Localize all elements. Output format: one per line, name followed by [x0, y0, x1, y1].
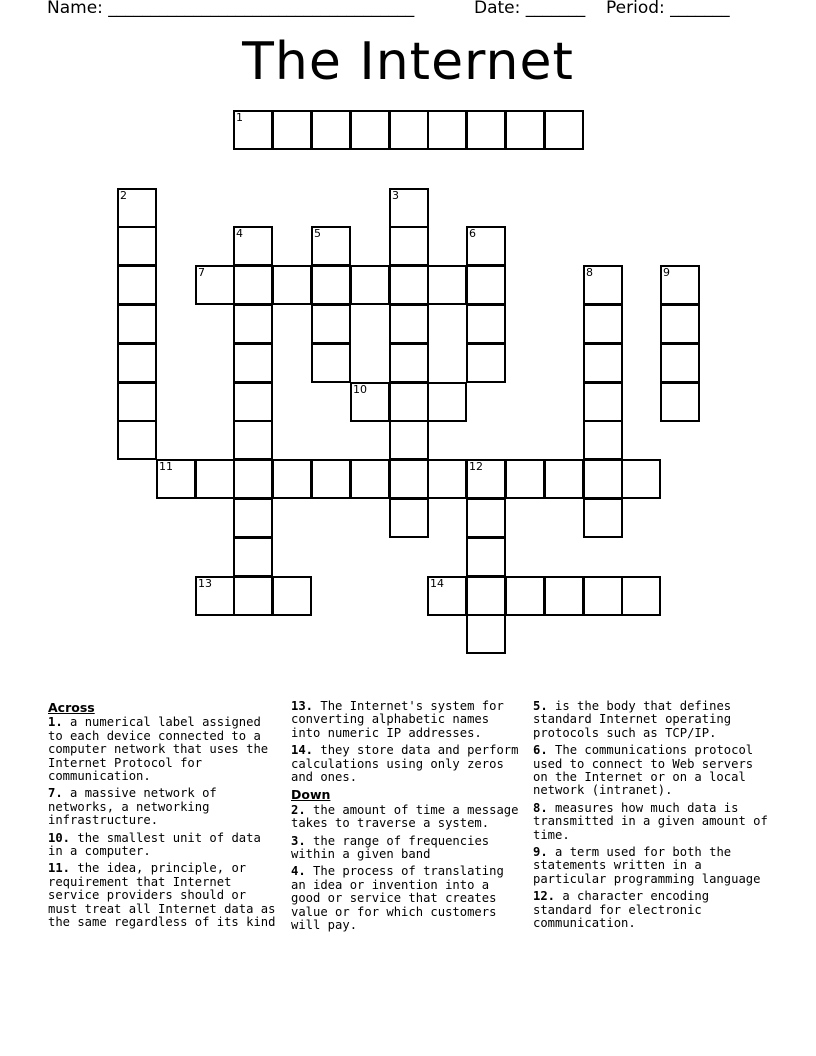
- crossword-cell[interactable]: [466, 537, 506, 577]
- crossword-cell[interactable]: [427, 459, 467, 499]
- crossword-cell[interactable]: [233, 304, 273, 344]
- crossword-cell[interactable]: [311, 226, 351, 266]
- clue-number-label: 1: [236, 111, 243, 124]
- crossword-cell[interactable]: [583, 459, 623, 499]
- clue-text: the range of frequencies within a given band: [291, 833, 490, 862]
- crossword-cell[interactable]: [311, 304, 351, 344]
- crossword-cell[interactable]: [389, 420, 429, 460]
- clue-text: a massive network of networks, a networking infrastructure.: [48, 786, 217, 828]
- clue-number-label: 4: [236, 227, 243, 240]
- crossword-cell[interactable]: [544, 110, 584, 150]
- crossword-cell[interactable]: [505, 459, 545, 499]
- clue-number: 9.: [533, 845, 548, 860]
- page-title: The Internet: [242, 32, 574, 92]
- date-field-line: Date: _______: [474, 0, 586, 18]
- crossword-cell[interactable]: [389, 110, 429, 150]
- name-field-line: Name: ____________________________________: [47, 0, 415, 18]
- clue-column-3: [533, 700, 773, 935]
- crossword-cell[interactable]: [233, 382, 273, 422]
- crossword-cell[interactable]: [272, 265, 312, 305]
- clue-text: a term used for both the statements written in a particular programming language: [533, 845, 761, 886]
- crossword-cell[interactable]: [621, 576, 661, 616]
- crossword-cell[interactable]: [427, 382, 467, 422]
- clue-number: 13.: [291, 699, 314, 713]
- clue-text: the smallest unit of data in a computer.: [48, 830, 261, 859]
- crossword-cell[interactable]: [466, 498, 506, 538]
- crossword-cell[interactable]: [505, 576, 545, 616]
- clue-down-6: [533, 744, 773, 798]
- crossword-cell[interactable]: [233, 537, 273, 577]
- clue-text: is the body that defines standard Internet operating protocols such as TCP/IP.: [533, 699, 732, 740]
- crossword-cell[interactable]: [583, 576, 623, 616]
- crossword-cell[interactable]: [233, 576, 273, 616]
- crossword-cell[interactable]: [544, 459, 584, 499]
- clue-text: The communications protocol used to connect to Web servers on the Internet or on a local network (intranet).: [533, 743, 754, 798]
- clue-down-5: [533, 700, 773, 740]
- crossword-cell[interactable]: [660, 304, 700, 344]
- down-heading: Down: [291, 787, 331, 803]
- crossword-cell[interactable]: [233, 265, 273, 305]
- crossword-cell[interactable]: [505, 110, 545, 150]
- crossword-cell[interactable]: [117, 343, 157, 383]
- clue-across-11: [48, 862, 276, 929]
- crossword-cell[interactable]: [350, 382, 390, 422]
- crossword-cell[interactable]: [583, 304, 623, 344]
- crossword-cell[interactable]: [233, 110, 273, 150]
- crossword-cell[interactable]: [427, 576, 467, 616]
- clue-number-label: 12: [469, 460, 483, 473]
- crossword-cell[interactable]: [583, 265, 623, 305]
- clue-number: 2.: [291, 802, 306, 817]
- clue-across-1: [48, 716, 276, 783]
- clue-number: 7.: [48, 786, 63, 801]
- crossword-cell[interactable]: [427, 110, 467, 150]
- clue-column-2: [291, 700, 519, 937]
- crossword-cell[interactable]: [389, 459, 429, 499]
- crossword-cell[interactable]: [389, 304, 429, 344]
- crossword-cell[interactable]: [389, 265, 429, 305]
- clue-number: 10.: [48, 830, 71, 845]
- crossword-cell[interactable]: [427, 265, 467, 305]
- clue-number-label: 8: [586, 266, 593, 279]
- crossword-cell[interactable]: [117, 304, 157, 344]
- crossword-cell[interactable]: [311, 343, 351, 383]
- clue-down-3: [291, 835, 519, 862]
- clue-number-label: 14: [430, 577, 444, 590]
- clue-text: a numerical label assigned to each device connected to a computer network that uses the Internet Protocol for communication.: [48, 715, 269, 784]
- crossword-cell[interactable]: [233, 343, 273, 383]
- crossword-cell[interactable]: [233, 459, 273, 499]
- clue-down-4: [291, 865, 519, 932]
- crossword-cell[interactable]: [350, 265, 390, 305]
- clue-down-12: [533, 890, 773, 930]
- clue-across-10: [48, 832, 276, 859]
- clue-number-label: 2: [120, 189, 127, 202]
- clue-number: 8.: [533, 800, 548, 815]
- clue-text: the amount of time a message takes to traverse a system.: [291, 802, 519, 831]
- clue-text: the idea, principle, or requirement that Internet service providers should or must treat all Internet data as the same regardless of its kind: [48, 861, 276, 930]
- crossword-cell[interactable]: [117, 226, 157, 266]
- crossword-cell[interactable]: [583, 420, 623, 460]
- period-field-line: Period: _______: [606, 0, 730, 18]
- crossword-cell[interactable]: [466, 265, 506, 305]
- crossword-cell[interactable]: [233, 226, 273, 266]
- crossword-cell[interactable]: [195, 265, 235, 305]
- crossword-cell[interactable]: [272, 576, 312, 616]
- crossword-cell[interactable]: [311, 110, 351, 150]
- clue-column-1: [48, 700, 276, 934]
- crossword-cell[interactable]: [233, 420, 273, 460]
- crossword-cell[interactable]: [621, 459, 661, 499]
- clue-down-8: [533, 802, 773, 842]
- crossword-cell[interactable]: [117, 382, 157, 422]
- crossword-cell[interactable]: [466, 343, 506, 383]
- clue-number: 6.: [533, 743, 548, 758]
- clue-number-label: 5: [314, 227, 321, 240]
- crossword-cell[interactable]: [660, 382, 700, 422]
- clue-across-13: [291, 700, 519, 740]
- crossword-cell[interactable]: [389, 343, 429, 383]
- clue-number-label: 11: [159, 460, 173, 473]
- crossword-cell[interactable]: [466, 614, 506, 654]
- crossword-cell[interactable]: [660, 265, 700, 305]
- clue-number: 12.: [533, 889, 556, 904]
- crossword-cell[interactable]: [389, 382, 429, 422]
- crossword-cell[interactable]: [350, 110, 390, 150]
- clue-number-label: 13: [198, 577, 212, 590]
- clue-number: 4.: [291, 864, 306, 879]
- clue-number: 5.: [533, 699, 548, 713]
- crossword-cell[interactable]: [466, 226, 506, 266]
- crossword-cell[interactable]: [466, 110, 506, 150]
- crossword-cell[interactable]: [117, 420, 157, 460]
- clue-text: a character encoding standard for electronic communication.: [533, 889, 710, 931]
- crossword-cell[interactable]: [117, 265, 157, 305]
- clue-text: The Internet's system for converting alphabetic names into numeric IP addresses.: [291, 699, 504, 740]
- crossword-cell[interactable]: [389, 226, 429, 266]
- crossword-cell[interactable]: [272, 110, 312, 150]
- crossword-cell[interactable]: [272, 459, 312, 499]
- crossword-cell[interactable]: [195, 459, 235, 499]
- clue-number: 3.: [291, 833, 306, 848]
- crossword-cell[interactable]: [350, 459, 390, 499]
- clue-text: measures how much data is transmitted in a given amount of time.: [533, 800, 768, 842]
- crossword-cell[interactable]: [583, 382, 623, 422]
- clue-number: 14.: [291, 743, 314, 758]
- across-heading: Across: [48, 700, 95, 715]
- clue-text: The process of translating an idea or invention into a good or service that creates value or for which customers will pay.: [291, 864, 504, 933]
- crossword-cell[interactable]: [311, 265, 351, 305]
- crossword-cell[interactable]: [544, 576, 584, 616]
- crossword-cell[interactable]: [660, 343, 700, 383]
- clue-across-14: [291, 744, 519, 784]
- crossword-cell[interactable]: [466, 304, 506, 344]
- clue-down-2: [291, 804, 519, 831]
- crossword-cell[interactable]: [233, 498, 273, 538]
- clue-number-label: 9: [663, 266, 670, 279]
- crossword-cell[interactable]: [389, 188, 429, 228]
- crossword-cell[interactable]: [117, 188, 157, 228]
- crossword-cell[interactable]: [583, 498, 623, 538]
- clue-number-label: 3: [392, 189, 399, 202]
- clue-number-label: 10: [353, 383, 367, 396]
- clue-number-label: 7: [198, 266, 205, 279]
- crossword-cell[interactable]: [195, 576, 235, 616]
- crossword-cell[interactable]: [466, 576, 506, 616]
- clue-text: they store data and perform calculations using only zeros and ones.: [291, 743, 519, 785]
- crossword-cell[interactable]: [466, 459, 506, 499]
- clue-across-7: [48, 787, 276, 827]
- crossword-cell[interactable]: [583, 343, 623, 383]
- crossword-cell[interactable]: [156, 459, 196, 499]
- clue-number-label: 6: [469, 227, 476, 240]
- clue-number: 11.: [48, 861, 71, 876]
- clue-number: 1.: [48, 715, 63, 730]
- crossword-cell[interactable]: [389, 498, 429, 538]
- crossword-cell[interactable]: [311, 459, 351, 499]
- clue-down-9: [533, 846, 773, 886]
